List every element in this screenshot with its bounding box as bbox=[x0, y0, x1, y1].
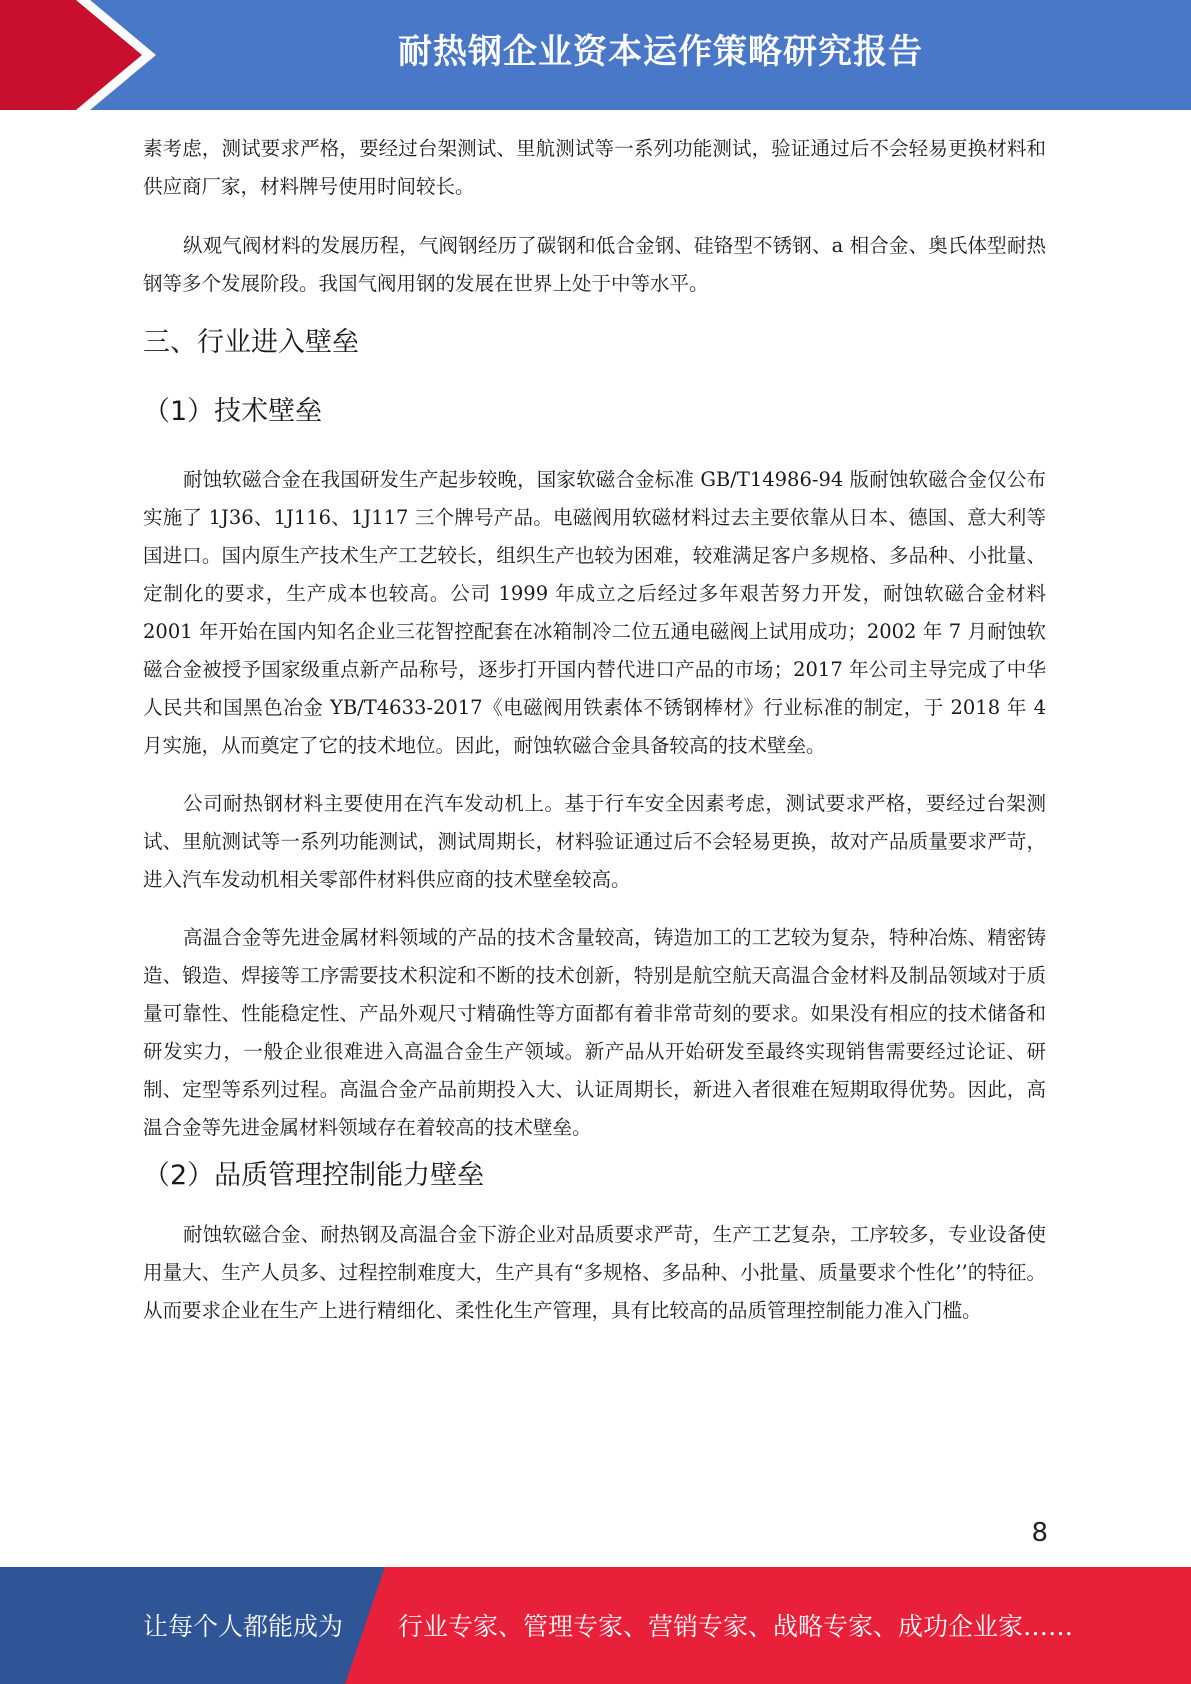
subsection-title-technical-barrier: （1）技术壁垒 bbox=[143, 396, 323, 427]
footer-slogan-right: 行业专家、管理专家、营销专家、战略专家、成功企业家…… bbox=[398, 1612, 1074, 1641]
paragraph-quality-management: 耐蚀软磁合金、耐热钢及高温合金下游企业对品质要求严苛，生产工艺复杂，工序较多，专业设备使用量大、生产人员多、过程控制难度大，生产具有“多规格、多品种、小批量、质量要求个性化’’的特征。从而要求企业在生产上进行精细化、柔性化生产管理，具有比较高的品质管理控制能力准入门槛。 bbox=[143, 1223, 1046, 1322]
paragraph-continued: 素考虑，测试要求严格，要经过台架测试、里航测试等一系列功能测试，验证通过后不会轻易更换材料和供应商厂家，材料牌号使用时间较长。 bbox=[143, 137, 1046, 198]
header-arrow-icon bbox=[0, 0, 160, 110]
subsection-title-quality-control-barrier: （2）品质管理控制能力壁垒 bbox=[143, 1160, 485, 1191]
section-title-entry-barriers: 三、行业进入壁垒 bbox=[143, 327, 359, 358]
report-title: 耐热钢企业资本运作策略研究报告 bbox=[398, 32, 923, 72]
page-number: 8 bbox=[1031, 1518, 1048, 1548]
paragraph-valve-material-history: 纵观气阀材料的发展历程，气阀钢经历了碳钢和低合金钢、硅铬型不锈钢、a 相合金、奥氏体型耐热钢等多个发展阶段。我国气阀用钢的发展在世界上处于中等水平。 bbox=[143, 234, 1046, 295]
header-banner bbox=[0, 0, 1191, 110]
paragraph-superalloy: 高温合金等先进金属材料领域的产品的技术含量较高，铸造加工的工艺较为复杂，特种冶炼、精密铸造、锻造、焊接等工序需要技术积淀和不断的技术创新，特别是航空航天高温合金材料及制品领域对于质量可靠性、性能稳定性、产品外观尺寸精确性等方面都有着非常苛刻的要求。如果没有相应的技术储备和研发实力，一般企业很难进入高温合金生产领域。新产品从开始研发至最终实现销售需要经过论证、研制、定型等系列过程。高温合金产品前期投入大、认证周期长，新进入者很难在短期取得优势。因此，高温合金等先进金属材料领域存在着较高的技术壁垒。 bbox=[143, 926, 1046, 1139]
footer-slogan-left: 让每个人都能成为 bbox=[143, 1612, 344, 1641]
paragraph-soft-magnetic-alloy: 耐蚀软磁合金在我国研发生产起步较晚，国家软磁合金标准 GB/T14986-94 版耐蚀软磁合金仅公布实施了 1J36、1J116、1J117 三个牌号产品。电磁阀用软磁材料过去主要依靠从日本、德国、意大利等国进口。国内原生产技术生产工艺较长，组织生产也较为困难，较难满足客户多规格、多品种、小批量、定制化的要求，生产成本也较高。公司 1999 年成立之后经过多年艰苦努力开发，耐蚀软磁合金材料 2001 年开始在国内知名企业三花智控配套在冰箱制冷二位五通电磁阀上试用成功；2002 年 7 月耐蚀软磁合金被授予国家级重点新产品称号，逐步打开国内替代进口产品的市场；2017 年公司主导完成了中华人民共和国黑色冶金 YB/T4633-2017《电磁阀用铁素体不锈钢棒材》行业标准的制定，于 2018 年 4 月实施，从而奠定了它的技术地位。因此，耐蚀软磁合金具备较高的技术壁垒。 bbox=[143, 468, 1046, 757]
footer-banner bbox=[0, 1567, 1191, 1684]
page-content bbox=[143, 130, 1046, 1330]
paragraph-heat-resistant-steel: 公司耐热钢材料主要使用在汽车发动机上。基于行车安全因素考虑，测试要求严格，要经过台架测试、里航测试等一系列功能测试，测试周期长，材料验证通过后不会轻易更换，故对产品质量要求严苛，进入汽车发动机相关零部件材料供应商的技术壁垒较高。 bbox=[143, 792, 1046, 891]
